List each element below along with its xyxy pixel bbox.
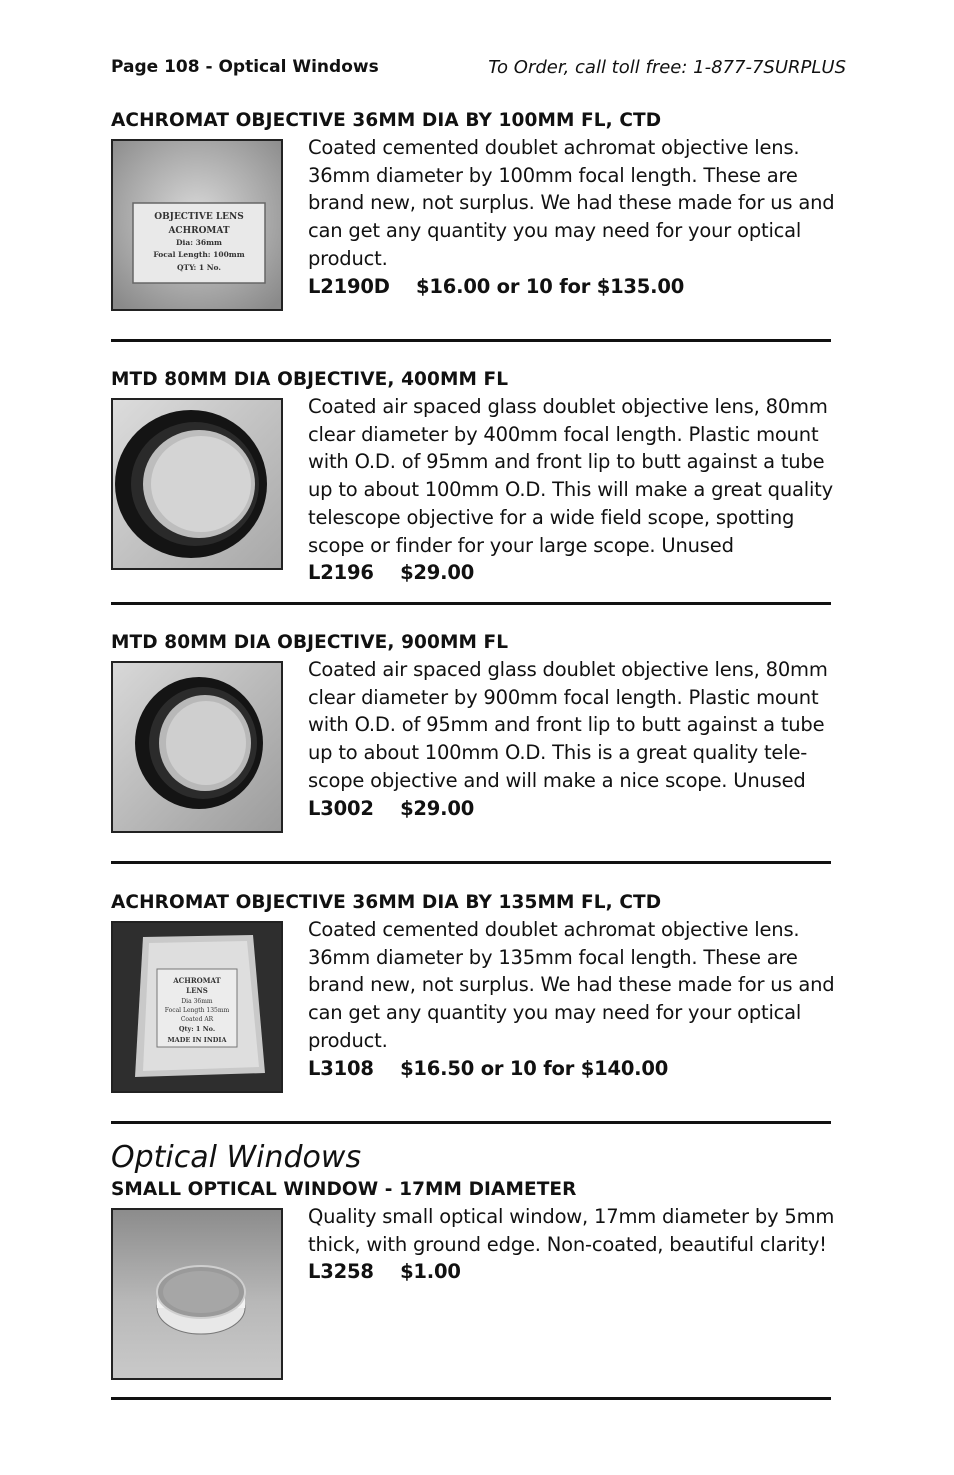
section-divider xyxy=(111,1397,831,1400)
product-title: MTD 80MM DIA OBJECTIVE, 900MM FL xyxy=(111,632,509,653)
section-divider xyxy=(111,602,831,605)
section-divider xyxy=(111,339,831,342)
section-divider xyxy=(111,1121,831,1124)
section-divider xyxy=(111,861,831,864)
package-label-line: ACHROMAT xyxy=(173,976,221,985)
product-title: ACHROMAT OBJECTIVE 36MM DIA BY 135MM FL, CTD xyxy=(111,892,662,913)
product-sku: L3108 xyxy=(308,1056,374,1080)
product-photo xyxy=(111,921,283,1093)
package-label-line: Coated AR xyxy=(180,1016,214,1023)
product-title: ACHROMAT OBJECTIVE 36MM DIA BY 100MM FL, CTD xyxy=(111,110,662,131)
product-price: $29.00 xyxy=(400,561,475,585)
product-price-line xyxy=(308,559,838,587)
package-label-line: MADE IN INDIA xyxy=(167,1036,227,1044)
product-description-block xyxy=(308,134,838,301)
product-description: Coated air spaced glass doublet objective lens, 80mm clear diameter by 900mm focal length. Plastic mount with O.D. of 95mm and front lip to butt against a tube up to about 100mm O.D. This is a great quality tele-scope objective and will make a nice scope. Unused xyxy=(308,658,828,792)
package-label-line: OBJECTIVE LENS xyxy=(154,212,244,222)
package-label-line: LENS xyxy=(186,986,208,995)
product-l3002 xyxy=(111,630,831,840)
product-description: Coated air spaced glass doublet objective lens, 80mm clear diameter by 400mm focal length. Plastic mount with O.D. of 95mm and front lip to butt against a tube up to about 100mm O.D. This will make a great quality telescope objective for a wide field scope, spotting scope or finder for your large scope. Unused xyxy=(308,395,833,557)
section-title: Optical Windows xyxy=(111,1140,362,1175)
package-label-line: ACHROMAT xyxy=(168,226,230,236)
objective-lens-image xyxy=(113,400,281,568)
product-l3258 xyxy=(111,1177,835,1387)
page-label: Page 108 - Optical Windows xyxy=(111,57,379,77)
product-title: SMALL OPTICAL WINDOW - 17MM DIAMETER xyxy=(111,1179,577,1200)
product-l2190d xyxy=(111,108,835,318)
package-label-line: Dia: 36mm xyxy=(176,238,222,247)
product-sku: L3258 xyxy=(308,1260,374,1284)
package-label-line: Qty: 1 No. xyxy=(178,1025,216,1033)
product-description-block xyxy=(308,393,838,587)
objective-lens-image xyxy=(113,663,281,831)
product-price-line xyxy=(308,1055,838,1083)
package-label-line: QTY: 1 No. xyxy=(176,263,222,272)
product-price: $16.50 or 10 for $140.00 xyxy=(400,1056,669,1080)
product-description-block xyxy=(308,1203,838,1286)
product-price-line xyxy=(308,273,838,301)
product-sku: L2190D xyxy=(308,274,390,298)
package-label-line: Focal Length: 100mm xyxy=(153,250,245,259)
product-photo xyxy=(111,139,283,311)
product-photo xyxy=(111,1208,283,1380)
lens-bag-image xyxy=(113,923,281,1091)
product-price: $16.00 or 10 for $135.00 xyxy=(416,274,685,298)
optical-window-image xyxy=(113,1210,281,1378)
product-description-block xyxy=(308,916,838,1083)
product-description: Coated cemented doublet achromat objective lens. 36mm diameter by 135mm focal length. These are brand new, not surplus. We had these made for us and can get any quantity you may need for your optical product. xyxy=(308,918,835,1052)
product-description: Coated cemented doublet achromat objective lens. 36mm diameter by 100mm focal length. These are brand new, not surplus. We had these made for us and can get any quantity you may need for your optical product. xyxy=(308,136,835,270)
product-title: MTD 80MM DIA OBJECTIVE, 400MM FL xyxy=(111,369,509,390)
product-price: $1.00 xyxy=(400,1260,461,1284)
product-sku: L3002 xyxy=(308,796,374,820)
product-l3108 xyxy=(111,890,835,1100)
product-l2196 xyxy=(111,367,833,585)
product-photo xyxy=(111,661,283,833)
order-phone-text: To Order, call toll free: 1-877-7SURPLUS xyxy=(488,57,846,78)
product-price: $29.00 xyxy=(400,796,475,820)
product-description-block xyxy=(308,656,838,823)
product-price-line xyxy=(308,795,838,823)
product-price-line xyxy=(308,1258,838,1286)
page-header xyxy=(111,57,846,83)
product-photo xyxy=(111,398,283,570)
package-label-line: Dia 36mm xyxy=(181,998,213,1005)
product-sku: L2196 xyxy=(308,561,374,585)
lens-package-image xyxy=(113,141,281,309)
product-description: Quality small optical window, 17mm diameter by 5mm thick, with ground edge. Non-coated, beautiful clarity! xyxy=(308,1205,835,1256)
package-label-line: Focal Length 135mm xyxy=(164,1007,230,1014)
